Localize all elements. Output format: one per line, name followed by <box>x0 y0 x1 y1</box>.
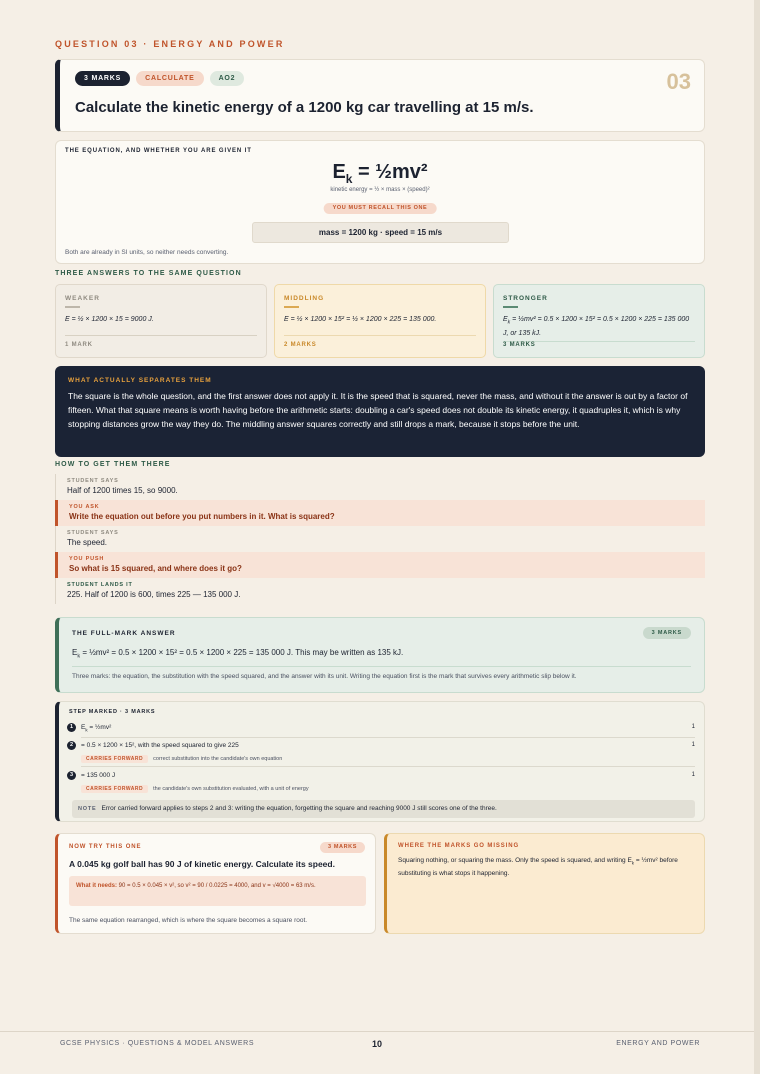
dialogue-line <box>56 474 705 500</box>
given-values: mass = 1200 kg · speed = 15 m/s <box>252 222 509 243</box>
marks-missing-card <box>384 833 705 934</box>
full-mark-badge: 3 MARKS <box>643 627 691 639</box>
dialogue-text: So what is 15 squared, and where does it go? <box>69 564 242 573</box>
step-number: 1 <box>67 723 76 732</box>
step-text-sub: k <box>85 727 88 733</box>
dialogue-line <box>56 526 705 552</box>
needs-text: 90 = 0.5 × 0.045 × v², so v² = 90 / 0.0225 = 4000, and v = √4000 = 63 m/s. <box>117 883 316 889</box>
step-number: 3 <box>67 771 76 780</box>
weaker-marks: 1 MARK <box>65 342 93 348</box>
dialogue-heading: HOW TO GET THEM THERE <box>55 461 171 468</box>
footer-book-title: GCSE PHYSICS · QUESTIONS & MODEL ANSWERS <box>60 1040 255 1047</box>
step-marked-card <box>55 701 705 822</box>
step-text-a: E <box>81 724 86 731</box>
question-number: 03 <box>666 69 691 94</box>
footer-divider <box>0 1031 754 1032</box>
equation-card <box>55 140 705 264</box>
dialogue <box>55 474 705 604</box>
stronger-marks: 3 MARKS <box>503 342 536 348</box>
dialogue-line <box>56 578 705 604</box>
full-answer-b: = ½mv² = 0.5 × 1200 × 15² = 0.5 × 1200 × 225 = 135 000 J. This may be written as 135 kJ. <box>80 648 404 657</box>
stronger-label: STRONGER <box>503 295 548 302</box>
try-question: A 0.045 kg golf ball has 90 J of kinetic energy. Calculate its speed. <box>69 859 335 869</box>
dialogue-text: Write the equation out before you put numbers in it. What is squared? <box>69 512 335 521</box>
weaker-text: E = ½ × 1200 × 15 = 9000 J. <box>65 316 154 323</box>
missing-text-sub: k <box>631 860 635 866</box>
dialogue-text: 225. Half of 1200 is 600, times 225 — 135 000 J. <box>67 590 241 599</box>
full-mark-divider <box>72 666 691 667</box>
full-answer-sub: k <box>77 653 81 660</box>
step-points: 1 <box>691 742 695 748</box>
dialogue-speaker: YOU PUSH <box>69 556 105 562</box>
ao-tag: AO2 <box>210 71 245 86</box>
dialogue-speaker: YOU ASK <box>69 504 100 510</box>
needs-label: What it needs: <box>76 883 118 889</box>
question-label: QUESTION 03 · ENERGY AND POWER <box>55 39 285 49</box>
dialogue-text: The speed. <box>67 538 108 547</box>
step-points: 1 <box>691 772 695 778</box>
separates-heading: WHAT ACTUALLY SEPARATES THEM <box>68 377 212 384</box>
page-number: 10 <box>371 1039 382 1049</box>
page-edge <box>754 0 760 1074</box>
step-text: = 135 000 J <box>81 772 116 779</box>
missing-text-a: Squaring nothing, or squaring the mass. Only the speed is squared, and writing E <box>398 857 632 864</box>
steps-note <box>72 800 695 818</box>
stronger-answer <box>493 284 705 358</box>
full-mark-answer <box>72 648 403 660</box>
step-divider <box>81 737 695 738</box>
full-mark-note: Three marks: the equation, the substitution with the speed squared, and the answer with its unit. Writing the equation first is the mark that survives every arithmetic slip below it. <box>72 673 577 680</box>
equation-title: THE EQUATION, AND WHETHER YOU ARE GIVEN IT <box>65 148 252 154</box>
footer-section: ENERGY AND POWER <box>616 1040 700 1047</box>
dialogue-speaker: STUDENT LANDS IT <box>67 582 133 588</box>
step-carry-forward <box>81 755 282 763</box>
step-carry-forward <box>81 785 309 793</box>
missing-heading: WHERE THE MARKS GO MISSING <box>398 843 520 849</box>
separates-text: The square is the whole question, and the first answer does not apply it. It is the speed that is squared, never the mass, and without it the answer is out by a factor of fifteen. What that square means is worth having before the arithmetic starts: doubling a car's speed does not double its kinetic energy, it quadruples it, which is why stopping distances grow the way they do. The middling answer squares correctly and still drops a mark, because it stops before the unit. <box>68 391 688 429</box>
tag-row <box>75 71 244 86</box>
step-divider <box>81 766 695 767</box>
step-text-b: = ½mv² <box>87 724 112 731</box>
try-this-card <box>55 833 376 934</box>
dialogue-text: Half of 1200 times 15, so 9000. <box>67 486 178 495</box>
calculate-tag: CALCULATE <box>136 71 203 86</box>
equation-words: kinetic energy = ½ × mass × (speed)² <box>330 187 430 193</box>
full-mark-heading: THE FULL-MARK ANSWER <box>72 630 176 637</box>
full-answer-a: E <box>72 648 78 657</box>
stronger-text-a: E <box>503 316 508 323</box>
try-needs <box>69 876 366 906</box>
dialogue-speaker: STUDENT SAYS <box>67 530 119 536</box>
weaker-divider <box>65 335 257 336</box>
try-badge: 3 MARKS <box>320 842 365 853</box>
eq-subscript: k <box>345 172 353 186</box>
middling-answer <box>274 284 486 358</box>
dialogue-line <box>55 552 705 578</box>
middling-text: E = ½ × 1200 × 15² = ½ × 1200 × 225 = 135 000. <box>284 316 437 323</box>
marks-tag: 3 MARKS <box>75 71 130 86</box>
dialogue-line <box>55 500 705 526</box>
full-mark-card <box>55 617 705 693</box>
step-number: 2 <box>67 741 76 750</box>
middling-marks: 2 MARKS <box>284 342 317 348</box>
carry-forward-text: correct substitution into the candidate's own equation <box>153 756 283 762</box>
question-text: Calculate the kinetic energy of a 1200 kg car travelling at 15 m/s. <box>75 99 534 116</box>
eq-body: = ½mv² <box>352 161 428 183</box>
stronger-bar <box>503 306 518 308</box>
middling-bar <box>284 306 299 308</box>
weaker-answer <box>55 284 267 358</box>
step-text <box>81 724 111 732</box>
missing-text <box>398 855 695 879</box>
equation-main <box>56 161 704 186</box>
carries-forward-tag: CARRIES FORWARD <box>81 755 148 763</box>
stronger-text-sub: k <box>507 319 511 326</box>
step-points: 1 <box>691 724 695 730</box>
si-note: Both are already in SI units, so neither needs converting. <box>65 249 229 256</box>
note-label: NOTE <box>78 806 97 812</box>
middling-label: MIDDLING <box>284 295 325 302</box>
stronger-text <box>503 314 696 339</box>
carry-forward-text: the candidate's own substitution evaluated, with a unit of energy <box>153 786 309 792</box>
eq-symbol: E <box>332 161 346 183</box>
weaker-bar <box>65 306 80 308</box>
recall-badge: YOU MUST RECALL THIS ONE <box>324 203 437 214</box>
try-tail: The same equation rearranged, which is where the square becomes a square root. <box>69 917 308 924</box>
dialogue-speaker: STUDENT SAYS <box>67 478 119 484</box>
missing-text-b: = ½mv² before substituting is what stops it happening. <box>398 857 678 878</box>
question-card <box>55 59 705 132</box>
answers-heading: THREE ANSWERS TO THE SAME QUESTION <box>55 270 242 277</box>
step-text: = 0.5 × 1200 × 15², with the speed squared to give 225 <box>81 742 239 749</box>
note-text: Error carried forward applies to steps 2 and 3: writing the equation, forgetting the square and reaching 9000 J still scores one of the three. <box>101 805 497 812</box>
try-heading: NOW TRY THIS ONE <box>69 844 142 850</box>
steps-heading: STEP MARKED · 3 MARKS <box>69 709 156 715</box>
stronger-text-b: = ½mv² = 0.5 × 1200 × 15² = 0.5 × 1200 × 225 = 135 000 J, or 135 kJ. <box>503 316 690 338</box>
middling-divider <box>284 335 476 336</box>
weaker-label: WEAKER <box>65 295 100 302</box>
carries-forward-tag: CARRIES FORWARD <box>81 785 148 793</box>
separates-block <box>55 366 705 457</box>
